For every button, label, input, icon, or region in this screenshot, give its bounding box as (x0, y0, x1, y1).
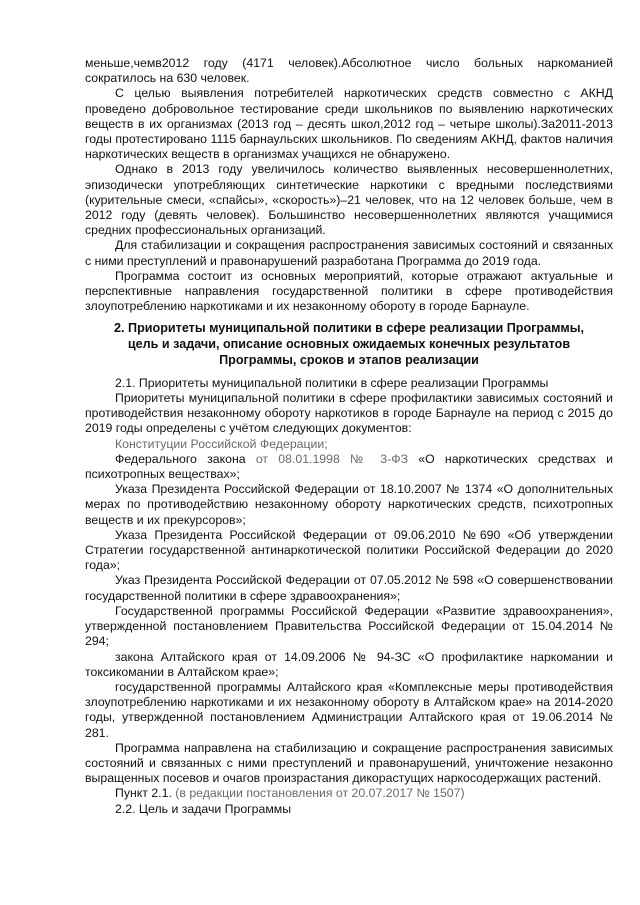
spacer (85, 314, 613, 321)
amendment-note (85, 786, 613, 801)
document-item-link[interactable]: от 08.01.1998 № 3-ФЗ (255, 451, 409, 466)
document-item (85, 452, 613, 482)
document-item-text: Федерального закона (115, 451, 256, 466)
document-item (85, 437, 613, 452)
paragraph-2: С целью выявления потребителей наркотических средств совместно с АКНД проведено добровольное тестирование среди школьников по выявлению наркотических веществ в их организмах (2013 год – десять школ,2012 год – четыре школы).За2011-2013 годы протестировано 1115 барнаульских школьников. По сведениям АКНД, фактов наличия наркотических веществ в организмах учащихся не обнаружено. (85, 86, 613, 162)
document-item: закона Алтайского края от 14.09.2006 № 94-ЗС «О профилактике наркомании и токсикомании в Алтайском крае»; (85, 649, 613, 679)
section-heading: 2. Приоритеты муниципальной политики в сфере реализации Программы, цель и задачи, описание основных ожидаемых конечных результатов Программы, сроков и этапов реализации (114, 321, 584, 368)
subsection-2-1-title: 2.1. Приоритеты муниципальной политики в сфере реализации Программы (115, 375, 549, 390)
closing-paragraph: Программа направлена на стабилизацию и сокращение распространения зависимых состояний и связанных с ними преступлений и правонарушений, уничтожение незаконно выращенных посевов и очагов произрастания дикорастущих наркосодержащих растений. (85, 740, 613, 786)
paragraph-4: Для стабилизации и сокращения распространения зависимых состояний и связанных с ними преступлений и правонарушений разработана Программа до 2019 года. (85, 238, 613, 268)
document-item-text: «О наркотических средствах и психотропных веществах»; (85, 451, 614, 482)
document-item: государственной программы Алтайского края «Комплексные меры противодействия злоупотреблению наркотиками и их незаконному обороту в Алтайском крае» на 2014-2020 годы, утвержденной постановлением Администрации Алтайского края от 19.06.2014 № 281. (85, 679, 613, 740)
paragraph-1: меньше,чемв2012 году (4171 человек).Абсолютное число больных наркоманией сократилось на 630 человек. (85, 56, 613, 86)
spacer (85, 369, 613, 376)
subsection-2-2-title: 2.2. Цель и задачи Программы (115, 801, 292, 816)
document-item: Указ Президента Российской Федерации от 07.05.2012 № 598 «О совершенствовании государственной политики в сфере здравоохранения»; (85, 573, 613, 603)
document-item: Государственной программы Российской Федерации «Развитие здравоохранения», утвержденной постановлением Правительства Российской Федерации от 15.04.2014 № 294; (85, 603, 613, 649)
paragraph-5: Программа состоит из основных мероприятий, которые отражают актуальные и перспективные направления государственной политики в сфере противодействия злоупотреблению наркотиками и их незаконному обороту в городе Барнауле. (85, 268, 613, 314)
amendment-note-link[interactable]: (в редакции постановления от 20.07.2017 № 1507) (175, 786, 465, 801)
document-item-link[interactable]: Конституции Российской Федерации; (115, 436, 328, 451)
document-item: Указа Президента Российской Федерации от 09.06.2010 №690 «Об утверждении Стратегии государственной антинаркотической политики Российской Федерации до 2020 года»; (85, 527, 613, 573)
paragraph-3: Однако в 2013 году увеличилось количество выявленных несовершеннолетних, эпизодически употребляющих синтетические наркотики с вредными последствиями (курительные смеси, «спайсы», «скорость»)–21 человек, что на 12 человек больше, чем в 2012 году (девять человек). Большинство несовершеннолетних являются учащимися средних профессиональных организаций. (85, 162, 613, 238)
amendment-note-label: Пункт 2.1. (115, 786, 176, 801)
intro-paragraph: Приоритеты муниципальной политики в сфере профилактики зависимых состояний и противодействия незаконному обороту наркотиков в городе Барнауле на период с 2015 до 2019 годы определены с учётом следующих документов: (85, 391, 613, 436)
document-body (85, 56, 613, 817)
document-item: Указа Президента Российской Федерации от 18.10.2007 № 1374 «О дополнительных мерах по противодействию незаконному обороту наркотических средств, психотропных веществ и их прекурсоров»; (85, 482, 613, 527)
